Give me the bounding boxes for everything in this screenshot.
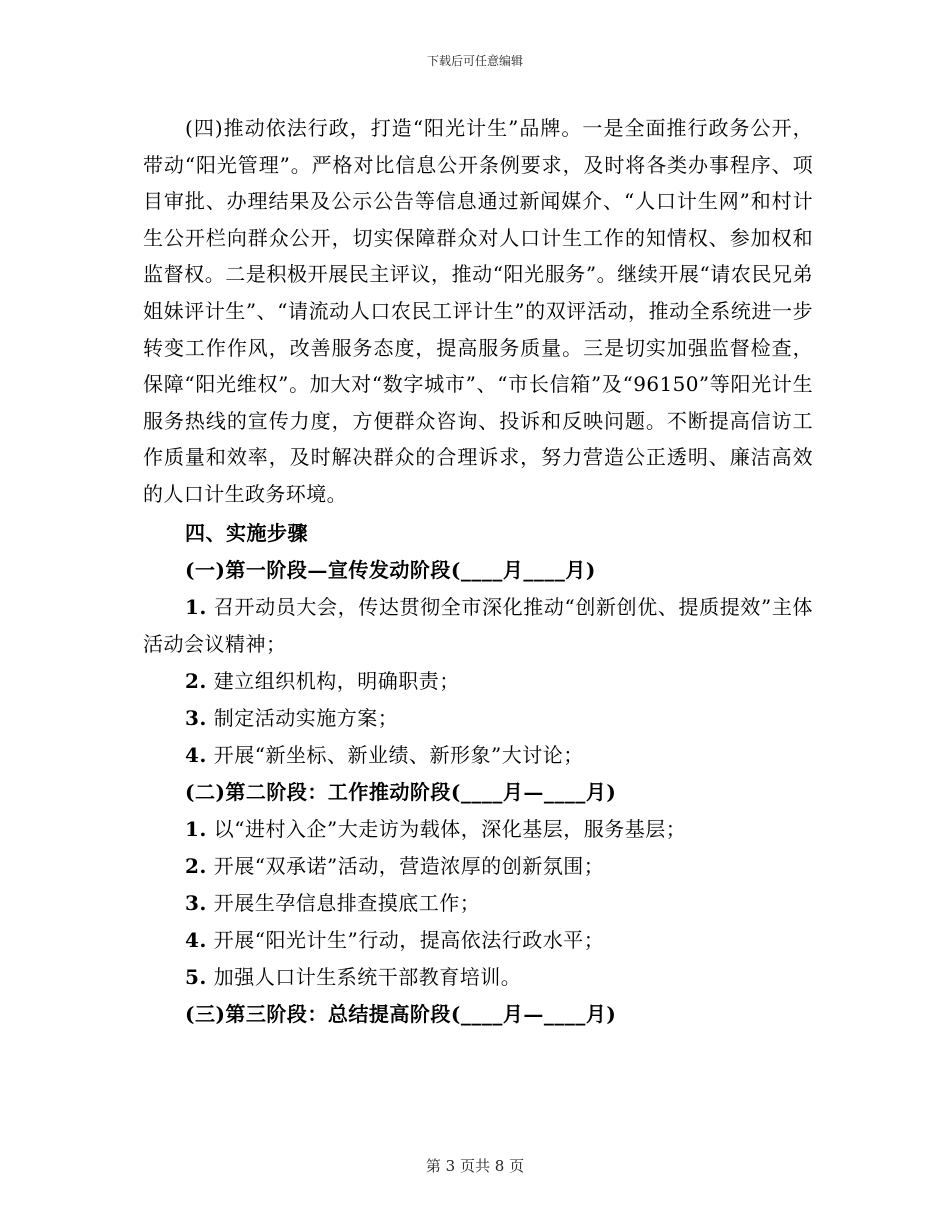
phase2-item-1	[143, 811, 813, 848]
section-heading: 四、实施步骤	[185, 520, 308, 545]
phase2-item-4	[143, 922, 813, 959]
paragraph-section-4: (四)推动依法行政，打造“阳光计生”品牌。一是全面推行政务公开，带动“阳光管理”。严格对比信息公开条例要求，及时将各类办事程序、项目审批、办理结果及公示公告等信息通过新闻媒介、“人口计生网”和村计生公开栏向群众公开，切实保障群众对人口计生工作的知情权、参加权和监督权。二是积极开展民主评议，推动“阳光服务”。继续开展“请农民兄弟姐妹评计生”、“请流动人口农民工评计生”的双评活动，推动全系统进一步转变工作作风，改善服务态度，提高服务质量。三是切实加强监督检查，保障“阳光维权”。加大对“数字城市”、“市长信箱”及“96150”等阳光计生服务热线的宣传力度，方便群众咨询、投诉和反映问题。不断提高信访工作质量和效率，及时解决群众的合理诉求，努力营造公正透明、廉洁高效的人口计生政务环境。	[143, 116, 813, 506]
phase2-title: (二)第二阶段：工作推动阶段(____月—____月)	[185, 779, 617, 804]
page-footer-number: 第 3 页共 8 页	[425, 1157, 525, 1175]
page-header-note: 下载后可任意编辑	[426, 54, 523, 68]
phase1-item-1	[143, 589, 813, 663]
item-text: 开展“双承诺”活动，营造浓厚的创新氛围；	[206, 853, 605, 878]
item-number: 1.	[185, 594, 207, 619]
item-number: 4.	[185, 742, 207, 767]
phase1-item-3	[143, 700, 813, 737]
item-number: 4.	[185, 927, 207, 952]
item-text: 召开动员大会，传达贯彻全市深化推动“创新创优、提质提效”主体活动会议精神；	[143, 594, 813, 656]
item-text: 以“进村入企”大走访为载体，深化基层，服务基层；	[206, 816, 687, 841]
item-text: 开展“阳光计生”行动，提高依法行政水平；	[206, 927, 605, 952]
item-text: 制定活动实施方案；	[206, 705, 399, 730]
phase2-item-3	[143, 885, 813, 922]
item-text: 开展生孕信息排查摸底工作；	[206, 890, 481, 915]
phase3-title: (三)第三阶段：总结提高阶段(____月—____月)	[185, 1001, 617, 1026]
item-number: 1.	[185, 816, 207, 841]
phase1-title: (一)第一阶段—宣传发动阶段(____月____月)	[185, 557, 596, 582]
item-number: 3.	[185, 890, 207, 915]
item-number: 3.	[185, 705, 207, 730]
phase1-item-4	[143, 737, 813, 774]
item-text: 加强人口计生系统干部教育培训。	[206, 964, 522, 989]
document-body	[143, 110, 813, 1033]
phase2-item-2	[143, 848, 813, 885]
item-number: 5.	[185, 964, 207, 989]
item-text: 建立组织机构，明确职责；	[206, 668, 460, 693]
item-text: 开展“新坐标、新业绩、新形象”大讨论；	[206, 742, 584, 767]
item-number: 2.	[185, 853, 207, 878]
item-number: 2.	[185, 668, 207, 693]
phase2-item-5	[143, 959, 813, 996]
phase1-item-2	[143, 663, 813, 700]
